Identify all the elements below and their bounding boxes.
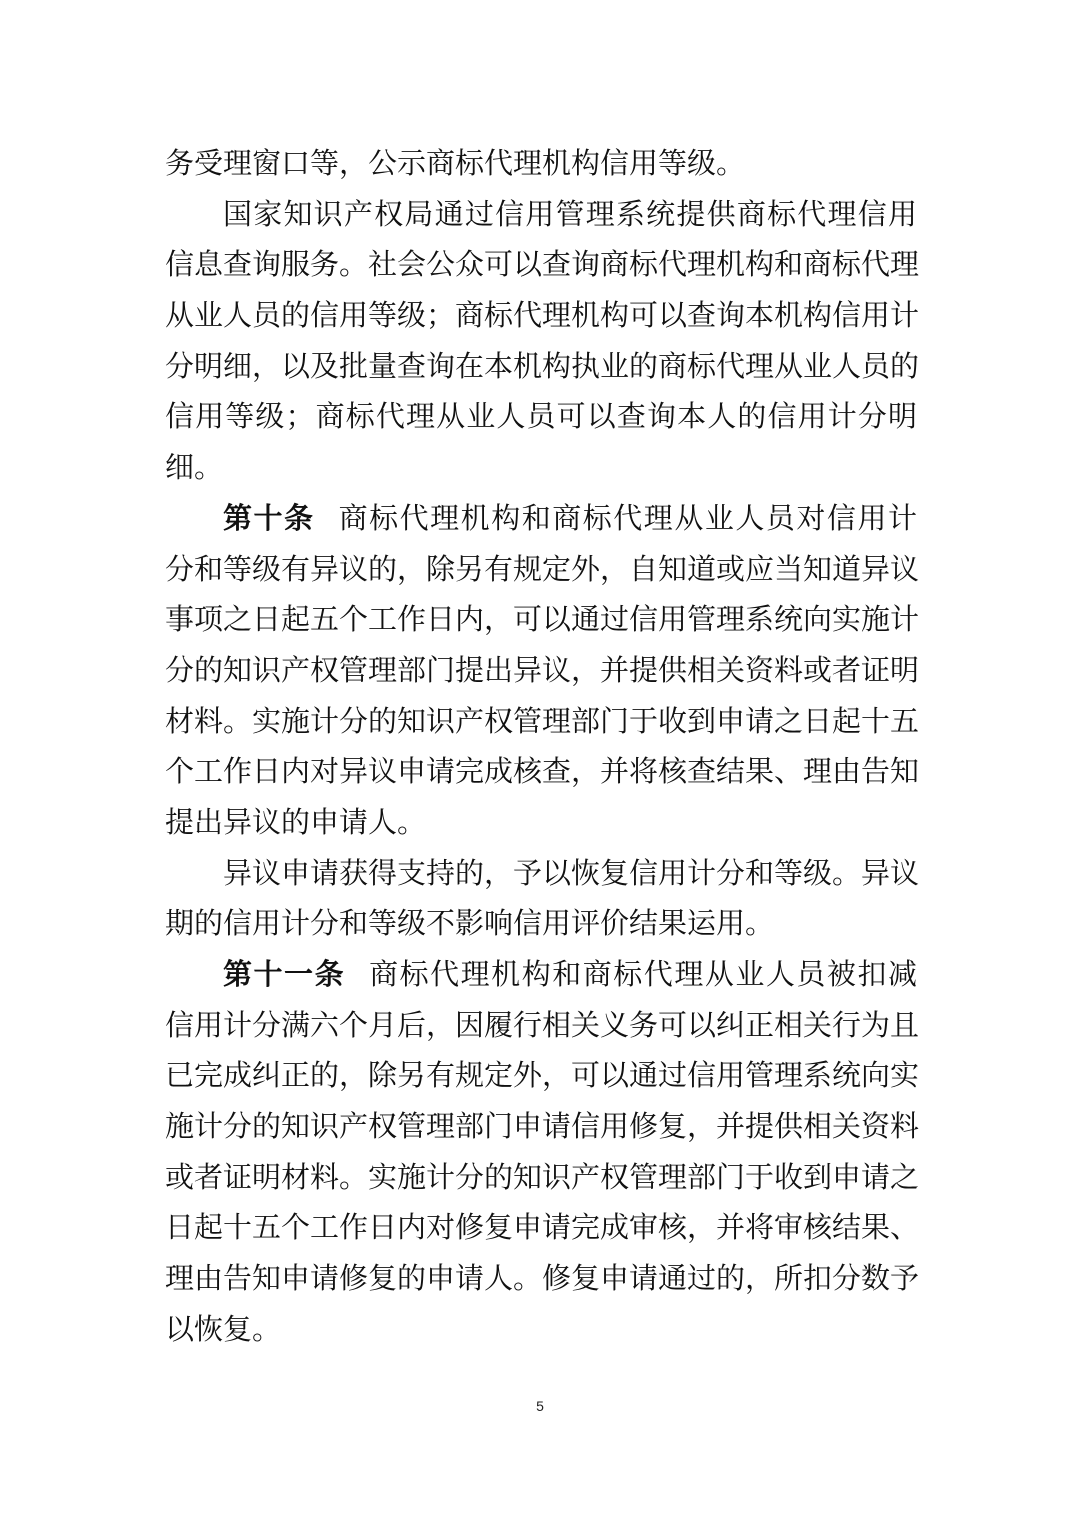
text-line: 以恢复。 [165, 1311, 282, 1346]
article-text: 商标代理机构和商标代理从业人员对信用计 [338, 500, 917, 535]
text-line: 提出异议的申请人。 [165, 804, 427, 839]
paragraph-credit-query [165, 189, 920, 493]
text-line: 已完成纠正的，除另有规定外，可以通过信用管理系统向实 [165, 1058, 920, 1093]
page-number: 5 [536, 1398, 544, 1414]
text-line: 施计分的知识产权管理部门申请信用修复，并提供相关资料 [165, 1109, 920, 1144]
text-line [165, 493, 917, 544]
text-line: 从业人员的信用等级；商标代理机构可以查询本机构信用计 [165, 298, 920, 333]
text-line: 事项之日起五个工作日内，可以通过信用管理系统向实施计 [165, 602, 920, 637]
text-line: 分和等级有异议的，除另有规定外，自知道或应当知道异议 [165, 551, 920, 586]
text-line: 日起十五个工作日内对修复申请完成审核，并将审核结果、 [165, 1210, 920, 1245]
document-body [165, 138, 920, 1355]
text-line: 信用计分满六个月后，因履行相关义务可以纠正相关行为且 [165, 1007, 920, 1042]
text-line: 分的知识产权管理部门提出异议，并提供相关资料或者证明 [165, 652, 920, 687]
text-line: 材料。实施计分的知识产权管理部门于收到申请之日起十五 [165, 703, 920, 738]
text-line: 分明细，以及批量查询在本机构执业的商标代理从业人员的 [165, 348, 920, 383]
text-line: 信用等级；商标代理从业人员可以查询本人的信用计分明 [165, 399, 917, 434]
text-line: 或者证明材料。实施计分的知识产权管理部门于收到申请之 [165, 1159, 920, 1194]
text-line: 期的信用计分和等级不影响信用评价结果运用。 [165, 906, 775, 941]
text-line: 信息查询服务。社会公众可以查询商标代理机构和商标代理 [165, 247, 920, 282]
article-text: 商标代理机构和商标代理从业人员被扣减 [369, 957, 917, 991]
article-10 [165, 493, 920, 848]
text-line: 细。 [165, 450, 224, 485]
paragraph-objection-result [165, 848, 920, 949]
article-title: 第十一条 [223, 957, 346, 991]
text-line [165, 949, 917, 1000]
text-line: 异议申请获得支持的，予以恢复信用计分和等级。异议 [223, 855, 920, 890]
article-11 [165, 949, 920, 1355]
paragraph-continued [165, 138, 917, 189]
text-line: 务受理窗口等，公示商标代理机构信用等级。 [165, 146, 746, 180]
text-line: 理由告知申请修复的申请人。修复申请通过的，所扣分数予 [165, 1261, 920, 1296]
article-title: 第十条 [223, 500, 315, 535]
text-line: 国家知识产权局通过信用管理系统提供商标代理信用 [223, 196, 917, 231]
text-line: 个工作日内对异议申请完成核查，并将核查结果、理由告知 [165, 754, 920, 789]
